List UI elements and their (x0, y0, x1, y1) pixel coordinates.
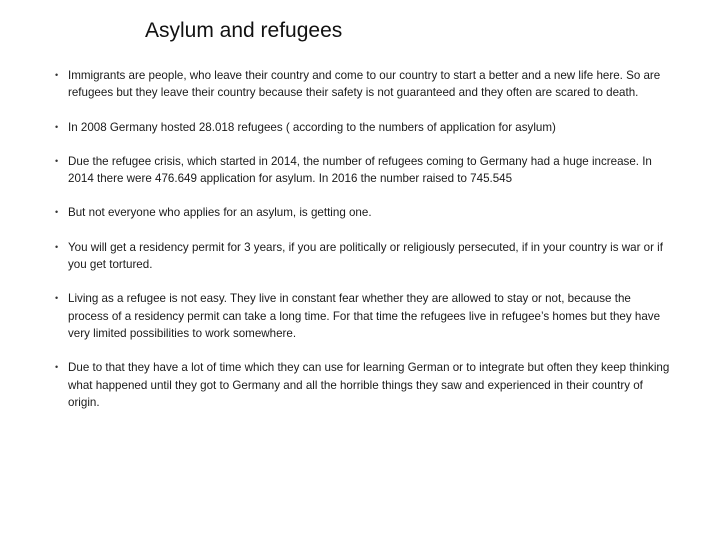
bullet-dot-icon: • (55, 121, 59, 132)
bullet-text: Due the refugee crisis, which started in 2014, the number of refugees coming to Germany had a huge increase. In 2014 there were 476.649 application for asylum. In 2016 the number raised to 745.545 (68, 154, 652, 186)
bullet-item (52, 359, 672, 411)
bullet-dot-icon: • (55, 207, 59, 218)
bullet-dot-icon: • (55, 362, 59, 373)
bullet-text: Living as a refugee is not easy. They live in constant fear whether they are allowed to stay or not, because the process of a residency permit can take a long time. For that time the refugees live in refugee’s homes but they have very limited possibilities to work somewhere. (68, 292, 661, 340)
bullet-item (52, 67, 672, 102)
bullet-item (52, 119, 672, 136)
bullet-text: But not everyone who applies for an asylum, is getting one. (68, 206, 372, 220)
bullet-dot-icon: • (55, 155, 59, 166)
bullet-dot-icon: • (55, 241, 59, 252)
bullet-text: Due to that they have a lot of time which they can use for learning German or to integrate but often they keep thinking what happened until they got to Germany and all the horrible things they saw and experienced in their country of origin. (68, 361, 670, 409)
bullet-text: Immigrants are people, who leave their country and come to our country to start a better and a new life here. So are refugees but they leave their country because their safety is not guaranteed and they often are scared to death. (68, 69, 661, 100)
bullet-item (52, 290, 672, 342)
bullet-text: You will get a residency permit for 3 years, if you are politically or religiously persecuted, if in your country is war or if you get tortured. (68, 240, 663, 272)
bullet-list (52, 67, 672, 428)
bullet-item (52, 239, 672, 274)
bullet-dot-icon: • (55, 70, 59, 80)
slide-title: Asylum and refugees (145, 19, 343, 42)
bullet-text: In 2008 Germany hosted 28.018 refugees ( according to the numbers of application for asylum) (68, 120, 556, 134)
bullet-item (52, 204, 672, 221)
bullet-item (52, 153, 672, 188)
bullet-dot-icon: • (55, 293, 59, 304)
